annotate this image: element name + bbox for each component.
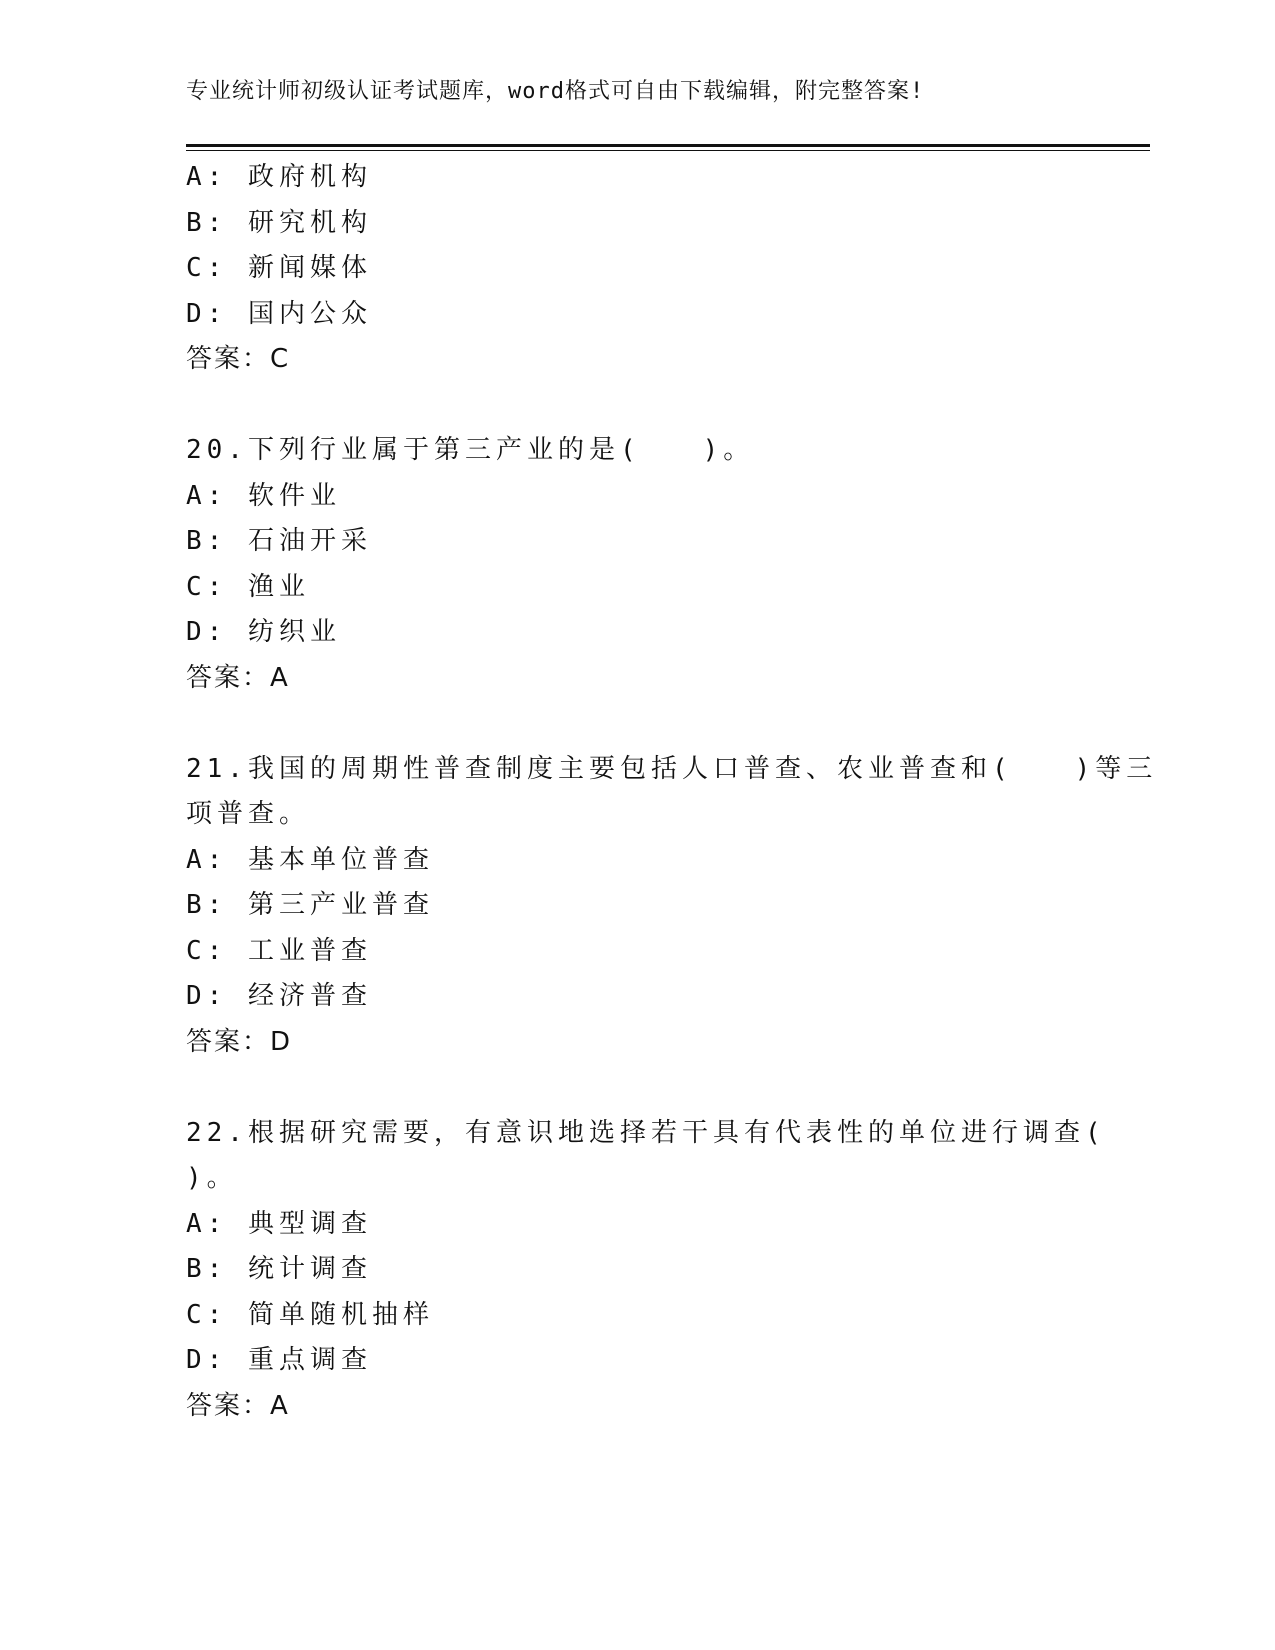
option-c: C: 简单随机抽样: [186, 1299, 434, 1330]
option-a: A: 政府机构: [186, 162, 372, 192]
answer-line: 答案：A: [186, 662, 290, 693]
option-a: A: 软件业: [186, 480, 341, 511]
question-20-block: [186, 428, 1086, 701]
option-d: D: 重点调查: [186, 1345, 372, 1375]
spacer: [186, 1065, 1086, 1111]
question-text-line-1: 21.我国的周期性普查制度主要包括人口普查、农业普查和( )等三: [186, 753, 1158, 784]
option-c: C: 新闻媒体: [186, 253, 372, 283]
option-c: C: 渔业: [186, 571, 310, 602]
document-body: [186, 155, 1158, 1429]
option-b: B: 石油开采: [186, 526, 372, 556]
answer-line: 答案：D: [186, 1026, 293, 1057]
question-text-line-2: 项普查。: [186, 799, 311, 829]
option-d: D: 经济普查: [186, 981, 372, 1011]
option-b: B: 研究机构: [186, 207, 372, 238]
option-b: B: 第三产业普查: [186, 890, 434, 920]
question-text: 20.下列行业属于第三产业的是( )。: [186, 435, 755, 465]
header-divider: [186, 144, 1150, 151]
answer-line: 答案：C: [186, 344, 291, 374]
option-d: D: 国内公众: [186, 298, 372, 329]
page-header: 专业统计师初级认证考试题库，word格式可自由下载编辑，附完整答案!: [186, 79, 925, 104]
option-b: B: 统计调查: [186, 1254, 372, 1284]
question-22-block: [186, 1111, 1106, 1430]
answer-line: 答案：A: [186, 1390, 290, 1421]
spacer: [186, 701, 1086, 747]
question-19-block: [186, 155, 1086, 383]
option-d: D: 纺织业: [186, 617, 341, 647]
question-text-line-2: )。: [186, 1163, 238, 1193]
option-a: A: 典型调查: [186, 1208, 372, 1239]
spacer: [186, 383, 1086, 429]
option-c: C: 工业普查: [186, 935, 372, 966]
question-text-line-1: 22.根据研究需要，有意识地选择若干具有代表性的单位进行调查(: [186, 1117, 1106, 1148]
question-21-block: [186, 747, 1158, 1066]
option-a: A: 基本单位普查: [186, 844, 434, 875]
